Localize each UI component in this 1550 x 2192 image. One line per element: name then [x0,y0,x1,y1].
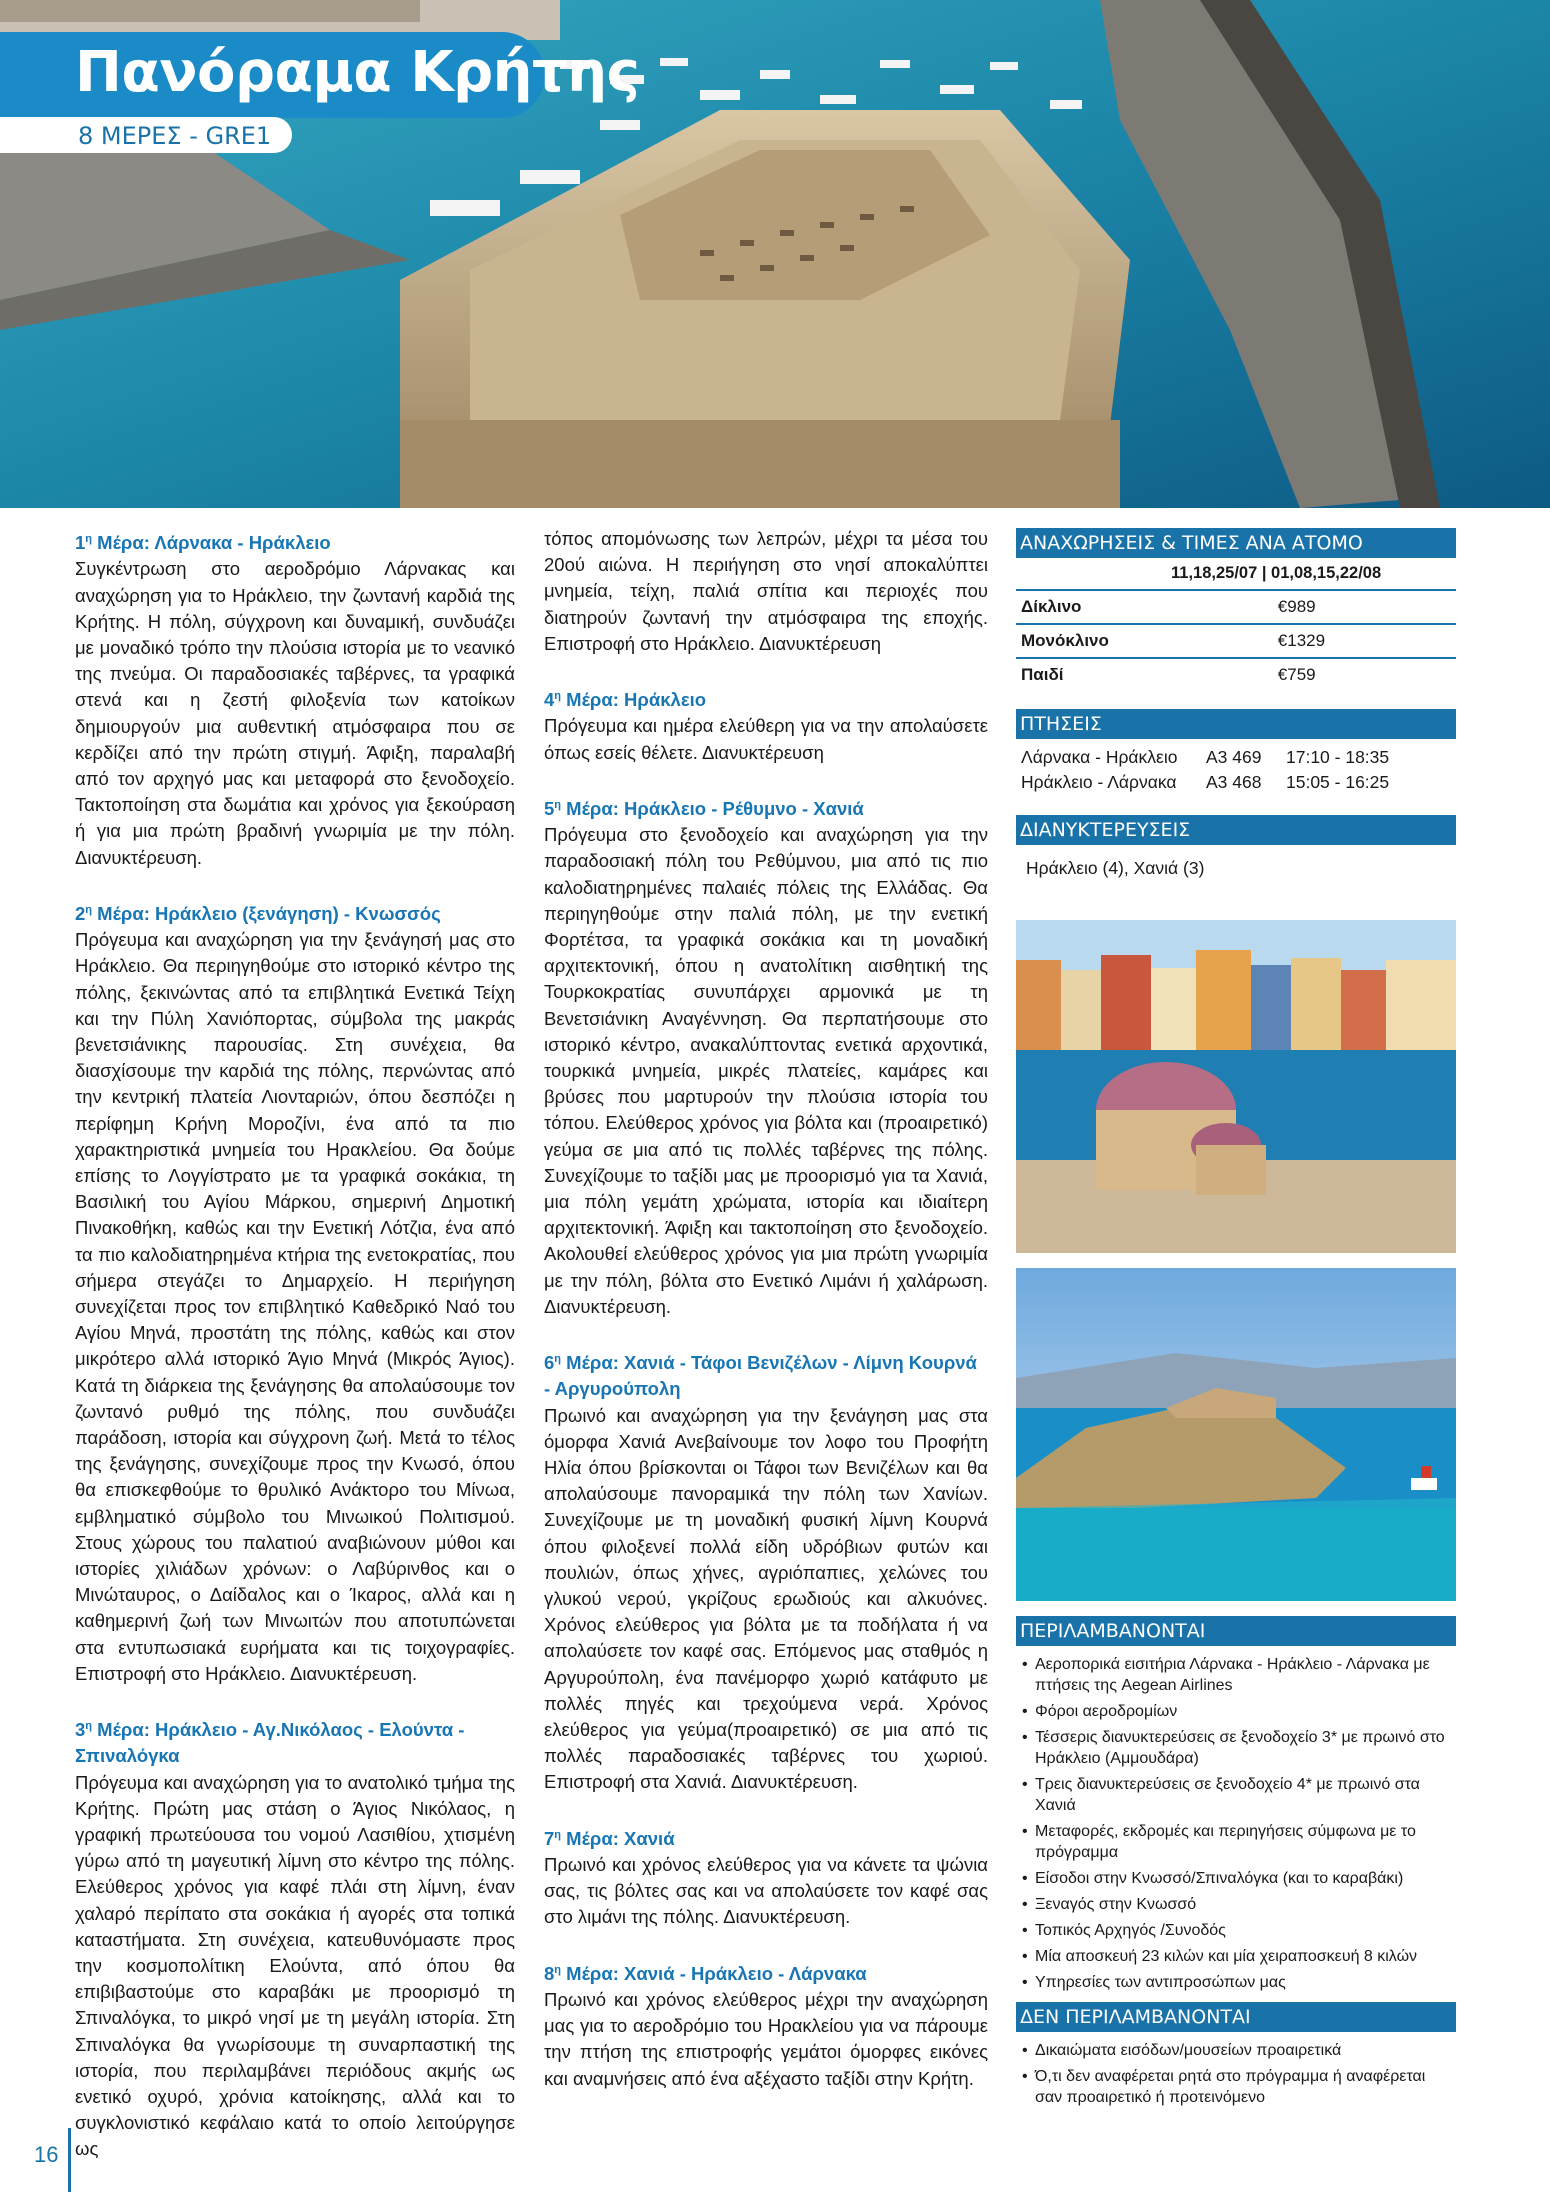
included-heading: ΠΕΡΙΛΑΜΒΑΝΟΝΤΑΙ [1016,1616,1456,1646]
day-3-text-continued: τόπος απομόνωσης των λεπρών, μέχρι τα μέσα του 20ού αιώνα. Η περιήγηση στο νησί αποκαλύπτει μνημεία, τείχη, παλιά σπίτια και περιοχές που διατηρούν ζωντανή την ατμόσφαιρα της εποχής. Επιστροφή στο Ηράκλειο. Διανυκτέρευση [544,528,988,654]
flight-row-outbound [1016,745,1456,770]
itinerary-column-2 [544,526,988,2118]
day-4 [544,683,988,766]
flight-route: Ηράκλειο - Λάρνακα [1021,772,1177,792]
itinerary-column-1 [75,526,515,2189]
tour-code: 8 ΜΕΡΕΣ - GRE1 [78,122,272,150]
excluded-list [1016,2032,1456,2108]
stays-text: Ηράκλειο (4), Χανιά (3) [1026,858,1205,878]
hero-photo-koules-fortress [0,0,1550,508]
day-8-title: $8^\eta$ Μέρα: Χανιά - Ηράκλειο - Λάρνακα [544,1962,867,1984]
list-item: • Μία αποσκευή 23 κιλών και μία χειραποσκευή 8 κιλών [1022,1946,1456,1967]
price-row-child [1016,659,1456,691]
list-item: • Δικαιώματα εισόδων/μουσείων προαιρετικά [1022,2040,1456,2061]
flight-code: A3 468 [1206,772,1262,792]
day-4-text: Πρόγευμα και ημέρα ελεύθερη για να την απολαύσετε όπως εσείς θέλετε. Διανυκτέρευση [544,715,988,763]
day-5-text: Πρόγευμα στο ξενοδοχείο και αναχώρηση για την παραδοσιακή πόλη του Ρεθύμνου, μια από τις πιο καλοδιατηρημένες παλαιές πόλεις της Ελλάδας. Θα περιηγηθούμε στην παλιά πόλη, με την ενετική Φορτέτσα, τα γραφικά σοκάκια και τη μοναδική αρχιτεκτονική, όπου η ανατολίτικη αισθητική της Τουρκοκρατίας συνυπάρχει αρμονικά με τη Βενετσιάνικη Αναγέννηση. Θα περπατήσουμε στο ιστορικό κέντρο, ανακαλύπτοντας ενετικά αρχοντικά, τουρκικά μνημεία, μικρές πλατείες, καμάρες και βρύσες που μαρτυρούν την πλούσια ιστορία του τόπου. Ελεύθερος χρόνος για βόλτα και (προαιρετικό) γεύμα σε μια από τις πολλές ταβέρνες της πόλης. Συνεχίζουμε το ταξίδι μας με προορισμό για τα Χανιά, μια πόλη γεμάτη χρώματα, ιστορία και ιδιαίτερη αρχιτεκτονική. Άφιξη και τακτοποίηση στο ξενοδοχείο. Ακολουθεί ελεύθερος χρόνος για μια πρώτη γνωριμία με την πόλη, βόλτα στο Ενετικό Λιμάνι ή χαλάρωση. Διανυκτέρευση. [544,824,988,1317]
flight-row-return [1016,770,1456,795]
day-7 [544,1822,988,1931]
flight-code: A3 469 [1206,747,1262,767]
day-3-continued [544,526,988,657]
day-8 [544,1957,988,2092]
list-item: • Είσοδοι στην Κνωσσό/Σπιναλόγκα (και το καραβάκι) [1022,1868,1456,1889]
day-3-text: Πρόγευμα και αναχώρηση για το ανατολικό τμήμα της Κρήτης. Πρώτη μας στάση ο Άγιος Νικόλαος, η γραφική πρωτεύουσα του νομού Λασιθίου, χτισμένη γύρω από τη μαγευτική λίμνη στο κέντρο της πόλης. Ελεύθερος χρόνος για καφέ πλάι στη λίμνη, έναν χαλαρό περίπατο στα σοκάκια ή αγορές στα τοπικά καταστήματα. Στη συνέχεια, κατευθυνόμαστε προς την κοσμοπολίτικη Ελούντα, από όπου θα επιβιβαστούμε στο καραβάκι με προορισμό τη Σπιναλόγκα, το μικρό νησί με τη μεγάλη ιστορία. Στη Σπιναλόγκα θα γνωρίσουμε τη συναρπαστική της ιστορία, που περιλαμβάνει περιόδους ακμής ως ενετικό οχυρό, χρόνια κατοίκησης, αλλά και το συγκλονιστικό κεφάλαιο κατά το οποίο λειτούργησε ως [75,1771,515,2160]
flight-route: Λάρνακα - Ηράκλειο [1021,747,1178,767]
list-item: • Φόροι αεροδρομίων [1022,1701,1456,1722]
photo-spinalonga [1016,1268,1456,1601]
price-row-single [1016,625,1456,659]
day-1 [75,526,515,871]
included-list [1016,1646,1456,1993]
list-item: • Τρεις διανυκτερεύσεις σε ξενοδοχείο 4* με πρωινό στα Χανιά [1022,1774,1456,1816]
day-6-text: Πρωινό και αναχώρηση για την ξενάγηση μας στα όμορφα Χανιά Ανεβαίνουμε τον λοφο του Προφήτη Ηλία όπου βρίσκονται οι Τάφοι των Βενιζέλων και θα απολαύσουμε πανοραμικά την πόλη των Χανίων. Συνεχίζουμε με τη μοναδική φυσική λίμνη Κουρνά όπου φιλοξενεί πολλά είδη υδρόβιων φυτών και πουλιών, όπως χήνες, αγριόπαπιες, χελώνες του γλυκού νερού, γκρίζους ερωδιούς και αλκυόνες. Χρόνος ελεύθερος για βόλτα με τα ποδήλατα ή να απολαύσετε τον καφέ σας. Επόμενος μας σταθμός η Αργυρούπολη, ένα πανέμορφο χωριό κατάφυτο με πολλές πηγές και τρεχούμενα νερά. Χρόνος ελεύθερος για γεύμα(προαιρετικό) σε μια από τις πολλές παραδοσιακές ταβέρνες του χωριού. Επιστροφή στα Χανιά. Διανυκτέρευση. [544,1404,988,1793]
list-item: • Τέσσερις διανυκτερεύσεις σε ξενοδοχείο 3* με πρωινό στο Ηράκλειο (Αμμουδάρα) [1022,1727,1456,1769]
inclusions-box [1016,1616,1456,2113]
footer-rule [68,2128,71,2192]
photo-chania-harbour [1016,920,1456,1253]
day-3 [75,1713,515,2163]
list-item: • Τοπικός Αρχηγός /Συνοδός [1022,1920,1456,1941]
list-item: • Μεταφορές, εκδρομές και περιηγήσεις σύμφωνα με το πρόγραμμα [1022,1821,1456,1863]
day-6-title: $6^\eta$ Μέρα: Χανιά - Τάφοι Βενιζέλων - Λίμνη Κουρνά - Αργυρούπολη [544,1352,977,1400]
day-8-text: Πρωινό και χρόνος ελεύθερος μέχρι την αναχώρηση μας για το αεροδρόμιο του Ηρακλείου για να πάρουμε την πτήση της επιστροφής γεμάτοι όμορφες εικόνες και αναμνήσεις από ένα αξέχαστο ταξίδι στην Κρήτη. [544,1988,988,2089]
list-item: • Ό,τι δεν αναφέρεται ρητά στο πρόγραμμα ή αναφέρεται σαν προαιρετικό ή προτεινόμενο [1022,2066,1456,2108]
info-sidebar [1016,528,1456,879]
chania-illustration [1016,920,1456,1253]
price-row-double [1016,591,1456,625]
day-2 [75,897,515,1687]
day-1-text: Συγκέντρωση στο αεροδρόμιο Λάρνακας και αναχώρηση για το Ηράκλειο, την ζωντανή καρδιά της Κρήτης. Η πόλη, σύγχρονη και δυναμική, συνδυάζει με μοναδικό τρόπο την πλούσια ιστορία με το νεανικό της πνεύμα. Οι παραδοσιακές ταβέρνες, τα γραφικά στενά και η ζεστή φιλοξενία των κατοίκων δημιουργούν μια αυθεντική ατμόσφαιρα που σε κερδίζει από την πρώτη στιγμή. Άφιξη, παραλαβή από τον αρχηγό μας και μεταφορά στο ξενοδοχείο. Τακτοποίηση στα δωμάτια και χρόνος για ξεκούραση ή για μια πρώτη βραδινή γνωριμία με την πόλη. Διανυκτέρευση. [75,558,515,868]
prices-heading: ΑΝΑΧΩΡΗΣΕΙΣ & ΤΙΜΕΣ ΑΝΑ ΑΤΟΜΟ [1016,528,1456,558]
day-4-title: $4^\eta$ Μέρα: Ηράκλειο [544,689,707,711]
day-7-title: $7^\eta$ Μέρα: Χανιά [544,1827,675,1849]
stays-heading: ΔΙΑΝΥΚΤΕΡΕΥΣΕΙΣ [1016,815,1456,845]
flight-time: 15:05 - 16:25 [1286,772,1390,792]
day-3-title: $3^\eta$ Μέρα: Ηράκλειο - Αγ.Νικόλαος - Ελούντα - Σπιναλόγκα [75,1719,465,1767]
day-1-title: $1^\eta$ Μέρα: Λάρνακα - Ηράκλειο [75,532,331,554]
price-label: Μονόκλινο [1021,631,1109,650]
list-item: • Ξεναγός στην Κνωσσό [1022,1894,1456,1915]
spinalonga-illustration [1016,1268,1456,1601]
price-label: Δίκλινο [1021,597,1082,616]
day-2-text: Πρόγευμα και αναχώρηση για την ξενάγησή μας στο Ηράκλειο. Θα περιηγηθούμε στο ιστορικό κέντρο της πόλης, ξεκινώντας από τα επιβλητικά Ενετικά Τείχη και την Πύλη Χανιόπορτας, σύμβολα της μακράς βενετσιάνικης παρουσίας. Στη συνέχεια, θα διασχίσουμε την καρδιά της πόλης, περνώντας από την κεντρική πλατεία Λιονταριών, όπου δεσπόζει η περίφημη Κρήνη Μοροζίνι, ένα από τα πιο χαρακτηριστικά μνημεία του Ηρακλείου. Θα δούμε επίσης το Λογγίστρατο με τα γραφικά σοκάκια, τη Βασιλική του Αγίου Μάρκου, σημερινή Δημοτική Πινακοθήκη, καθώς και την Ενετική Λότζια, ένα από τα πιο καλοδιατηρημένα κτήρια της ενετοκρατίας, που σήμερα στεγάζει το Δημαρχείο. Η περιήγηση συνεχίζεται προς τον επιβλητικό Καθεδρικό Ναό του Αγίου Μηνά, προστάτη της πόλης, καθώς και στον μικρότερο αλλά ιστορικό Άγιο Μηνά (Μικρός Άγιος). Κατά τη διάρκεια της ξενάγησης θα απολαύσουμε τον ζωντανό ρυθμό της πόλης, που συνδυάζει παράδοση, ιστορία και σύγχρονη ζωή. Μετά το τέλος της ξενάγησης, συνεχίζουμε προς την Κνωσό, όπου θα επισκεφθούμε το θρυλικό Ανάκτορο του Μίνωα, εμβληματικό σύμβολο του Μινωικού Πολιτισμού. Στους χώρους του παλατιού αναβιώνουν μύθοι και ιστορίες χιλιάδων χρόνων: ο Λαβύρινθος και ο Μινώταυρος, ο Δαίδαλος και ο Ίκαρος, αλλά και η καθημερινή ζωή των Μινωιτών που αποτυπώνεται στα εντυπωσιακά ευρήματα και τις τοιχογραφίες. Επιστροφή στο Ηράκλειο. Διανυκτέρευση. [75,929,515,1684]
day-7-text: Πρωινό και χρόνος ελεύθερος για να κάνετε τα ψώνια σας, τις βόλτες σας και να απολαύσετε τον καφέ σας στο λιμάνι της πόλης. Διανυκτέρευση. [544,1853,988,1928]
day-2-title: $2^\eta$ Μέρα: Ηράκλειο (ξενάγηση) - Κνωσσός [75,902,441,924]
excluded-heading: ΔΕΝ ΠΕΡΙΛΑΜΒΑΝΟΝΤΑΙ [1016,2002,1456,2032]
day-5-title: $5^\eta$ Μέρα: Ηράκλειο - Ρέθυμνο - Χανιά [544,797,864,819]
flights-heading: ΠΤΗΣΕΙΣ [1016,709,1456,739]
price-value: €759 [1277,665,1316,684]
departure-dates: 11,18,25/07 | 01,08,15,22/08 [1016,558,1456,591]
price-value: €1329 [1277,631,1326,650]
day-6 [544,1346,988,1796]
day-5 [544,792,988,1320]
price-label: Παιδί [1021,665,1064,684]
list-item: • Αεροπορικά εισιτήρια Λάρνακα - Ηράκλειο - Λάρνακα με πτήσεις της Aegean Airlines [1022,1654,1456,1696]
price-value: €989 [1277,597,1316,616]
page-number: 16 [34,2142,59,2167]
list-item: • Υπηρεσίες των αντιπροσώπων μας [1022,1972,1456,1993]
flight-time: 17:10 - 18:35 [1286,747,1390,767]
page-title: Πανόραμα Κρήτης [75,40,640,105]
